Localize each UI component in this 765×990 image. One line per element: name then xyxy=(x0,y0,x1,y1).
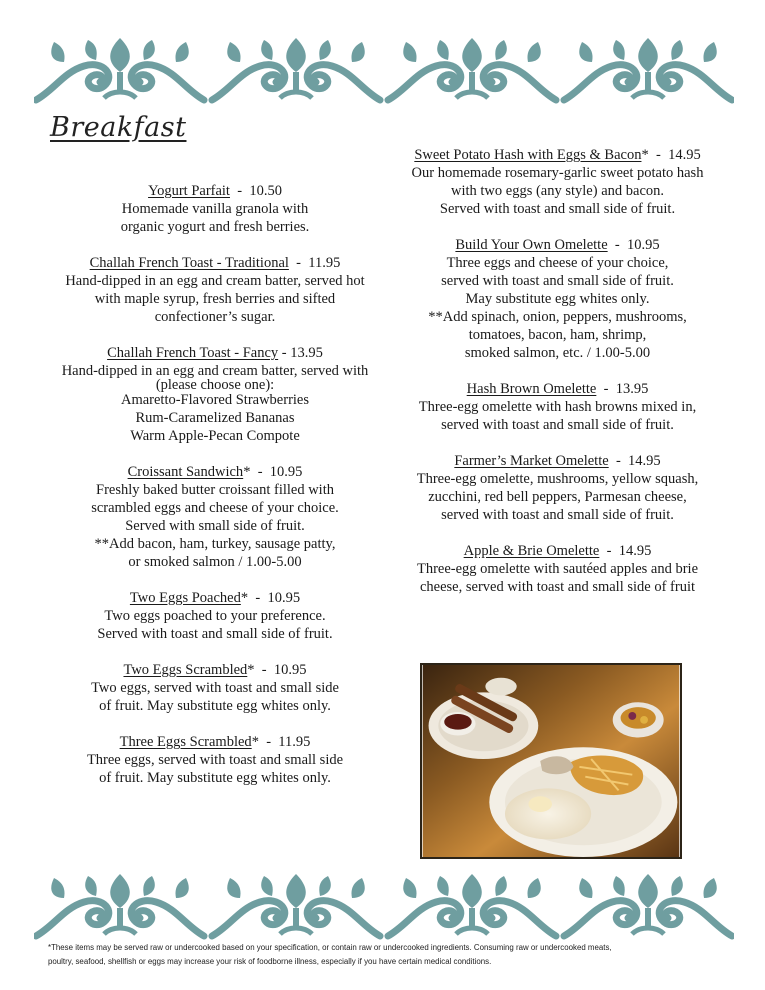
menu-item-name: Apple & Brie Omelette xyxy=(463,543,600,559)
menu-item xyxy=(395,380,720,434)
menu-item-price: 10.95 xyxy=(267,590,301,606)
menu-item-description-line: Two eggs poached to your preference. xyxy=(104,608,326,624)
menu-item-description-line: Two eggs, served with toast and small side xyxy=(91,680,339,696)
menu-item-header xyxy=(395,380,720,398)
menu-item-description-line: tomatoes, bacon, ham, shrimp, xyxy=(468,327,647,343)
menu-item-description-line: **Add bacon, ham, turkey, sausage patty, xyxy=(94,536,336,552)
menu-item xyxy=(45,661,385,715)
menu-item-name: Build Your Own Omelette xyxy=(455,237,608,253)
menu-item xyxy=(395,452,720,524)
menu-item-description-line: Freshly baked butter croissant filled with xyxy=(96,482,334,498)
menu-item-description-line: organic yogurt and fresh berries. xyxy=(120,219,310,235)
menu-item-description-line: Our homemade rosemary-garlic sweet potato hash xyxy=(411,165,704,181)
price-separator: - xyxy=(254,662,274,678)
menu-item-description-line: (please choose one): xyxy=(155,377,275,393)
price-separator: - xyxy=(607,237,627,253)
menu-item-price: 11.95 xyxy=(278,734,311,750)
menu-item-description-line: served with toast and small side of fruit. xyxy=(441,417,674,433)
menu-item-name: Sweet Potato Hash with Eggs & Bacon xyxy=(414,147,642,163)
price-separator: - xyxy=(229,183,250,199)
bottom-floral-border xyxy=(34,868,734,940)
menu-item xyxy=(45,344,385,445)
menu-item xyxy=(45,254,385,326)
menu-item-name: Farmer’s Market Omelette xyxy=(454,453,609,469)
menu-item xyxy=(45,463,385,571)
menu-item-price: 10.95 xyxy=(273,662,307,678)
menu-item xyxy=(45,182,385,236)
menu-item-description-line: of fruit. May substitute egg whites only. xyxy=(99,698,331,714)
menu-item-header xyxy=(395,452,720,470)
raw-food-disclaimer xyxy=(48,941,748,969)
menu-item-description-line: Three-egg omelette with sautéed apples and brie xyxy=(416,561,699,577)
menu-column-left xyxy=(45,182,385,805)
menu-item-price: 11.95 xyxy=(308,255,341,271)
price-separator: - xyxy=(288,255,309,271)
menu-item-description-line: smoked salmon, etc. / 1.00-5.00 xyxy=(464,345,651,361)
menu-item-name: Two Eggs Poached xyxy=(129,590,241,606)
menu-item-description-line: with maple syrup, fresh berries and sifted xyxy=(94,291,336,307)
menu-item-description-line: Warm Apple-Pecan Compote xyxy=(130,428,300,444)
menu-item-price: 10.95 xyxy=(626,237,660,253)
menu-item-price: 14.95 xyxy=(618,543,652,559)
undercooked-asterisk: * xyxy=(240,590,249,606)
menu-item-price: 10.50 xyxy=(249,183,282,199)
menu-item-description-line: Amaretto-Flavored Strawberries xyxy=(120,392,310,408)
price-separator: - xyxy=(648,147,669,163)
menu-item-description-line: Rum-Caramelized Bananas xyxy=(135,410,295,426)
menu-item-description-line: of fruit. May substitute egg whites only. xyxy=(99,770,331,786)
price-separator: - xyxy=(278,345,291,361)
disclaimer-line: poultry, seafood, shellfish or eggs may increase your risk of foodborne illness, especially if you have certain medical conditions. xyxy=(48,957,492,966)
menu-item xyxy=(45,589,385,643)
menu-item-name: Yogurt Parfait xyxy=(148,183,230,199)
price-separator: - xyxy=(608,453,629,469)
menu-item-price: 14.95 xyxy=(628,453,661,469)
menu-item-header xyxy=(45,733,385,751)
menu-column-right xyxy=(395,146,720,614)
menu-item xyxy=(45,733,385,787)
menu-item-name: Two Eggs Scrambled xyxy=(123,662,248,678)
breakfast-plate-photo xyxy=(420,663,682,859)
menu-item-description-line: Three eggs, served with toast and small side xyxy=(86,752,344,768)
menu-item-description-line: zucchini, red bell peppers, Parmesan cheese, xyxy=(428,489,687,505)
menu-item-header xyxy=(45,589,385,607)
menu-item-description-line: served with toast and small side of fruit. xyxy=(441,507,674,523)
menu-item-description-line: with two eggs (any style) and bacon. xyxy=(450,183,665,199)
menu-item-header xyxy=(45,254,385,272)
menu-item-name: Challah French Toast - Traditional xyxy=(89,255,289,271)
menu-item-description-line: cheese, served with toast and small side of fruit xyxy=(419,579,696,595)
menu-item-description-line: Three-egg omelette, mushrooms, yellow squash, xyxy=(416,471,699,487)
menu-item-price: 10.95 xyxy=(269,464,303,480)
menu-item-description-line: Three-egg omelette with hash browns mixed in, xyxy=(418,399,697,415)
menu-item-price: 13.95 xyxy=(290,345,323,361)
menu-item-header xyxy=(45,344,385,362)
undercooked-asterisk: * xyxy=(247,662,255,678)
menu-item-description-line: Served with small side of fruit. xyxy=(125,518,305,534)
menu-item xyxy=(395,542,720,596)
menu-item-description-line: Hand-dipped in an egg and cream batter, served with xyxy=(61,363,369,379)
page-title: Breakfast xyxy=(50,112,187,143)
menu-item-name: Croissant Sandwich xyxy=(127,464,244,480)
menu-item-name: Hash Brown Omelette xyxy=(466,381,597,397)
price-separator: - xyxy=(248,590,268,606)
menu-item-header xyxy=(395,146,720,164)
menu-item-description-line: **Add spinach, onion, peppers, mushrooms, xyxy=(428,309,687,325)
menu-item-description-line: Homemade vanilla granola with xyxy=(121,201,309,217)
menu-item-description-line: Hand-dipped in an egg and cream batter, served hot xyxy=(65,273,365,289)
menu-item-header xyxy=(395,236,720,254)
menu-item-description-line: Served with toast and small side of fruit. xyxy=(97,626,333,642)
menu-item-header xyxy=(395,542,720,560)
menu-item-price: 14.95 xyxy=(668,147,701,163)
menu-item-header xyxy=(45,661,385,679)
undercooked-asterisk: * xyxy=(641,147,649,163)
menu-item-description-line: Three eggs and cheese of your choice, xyxy=(446,255,669,271)
menu-item xyxy=(395,236,720,362)
menu-item-name: Challah French Toast - Fancy xyxy=(107,345,279,361)
disclaimer-line: *These items may be served raw or undercooked based on your specification, or contain raw or undercooked ingredients. Consuming raw or undercooked meats, xyxy=(48,943,612,952)
price-separator: - xyxy=(599,543,619,559)
menu-item-description-line: served with toast and small side of fruit. xyxy=(441,273,674,289)
menu-item-description-line: or smoked salmon / 1.00-5.00 xyxy=(128,554,302,570)
price-separator: - xyxy=(258,734,279,750)
menu-item-description-line: scrambled eggs and cheese of your choice. xyxy=(91,500,339,516)
menu-item-price: 13.95 xyxy=(615,381,649,397)
menu-item-header xyxy=(45,182,385,200)
menu-item-name: Three Eggs Scrambled xyxy=(119,734,252,750)
undercooked-asterisk: * xyxy=(251,734,259,750)
menu-item-description-line: Served with toast and small side of fruit. xyxy=(439,201,676,217)
top-floral-border xyxy=(34,32,734,104)
price-separator: - xyxy=(596,381,616,397)
price-separator: - xyxy=(250,464,270,480)
menu-item-description-line: May substitute egg whites only. xyxy=(465,291,650,307)
menu-item xyxy=(395,146,720,218)
undercooked-asterisk: * xyxy=(243,464,251,480)
menu-item-description-line: confectioner’s sugar. xyxy=(154,309,276,325)
menu-item-header xyxy=(45,463,385,481)
